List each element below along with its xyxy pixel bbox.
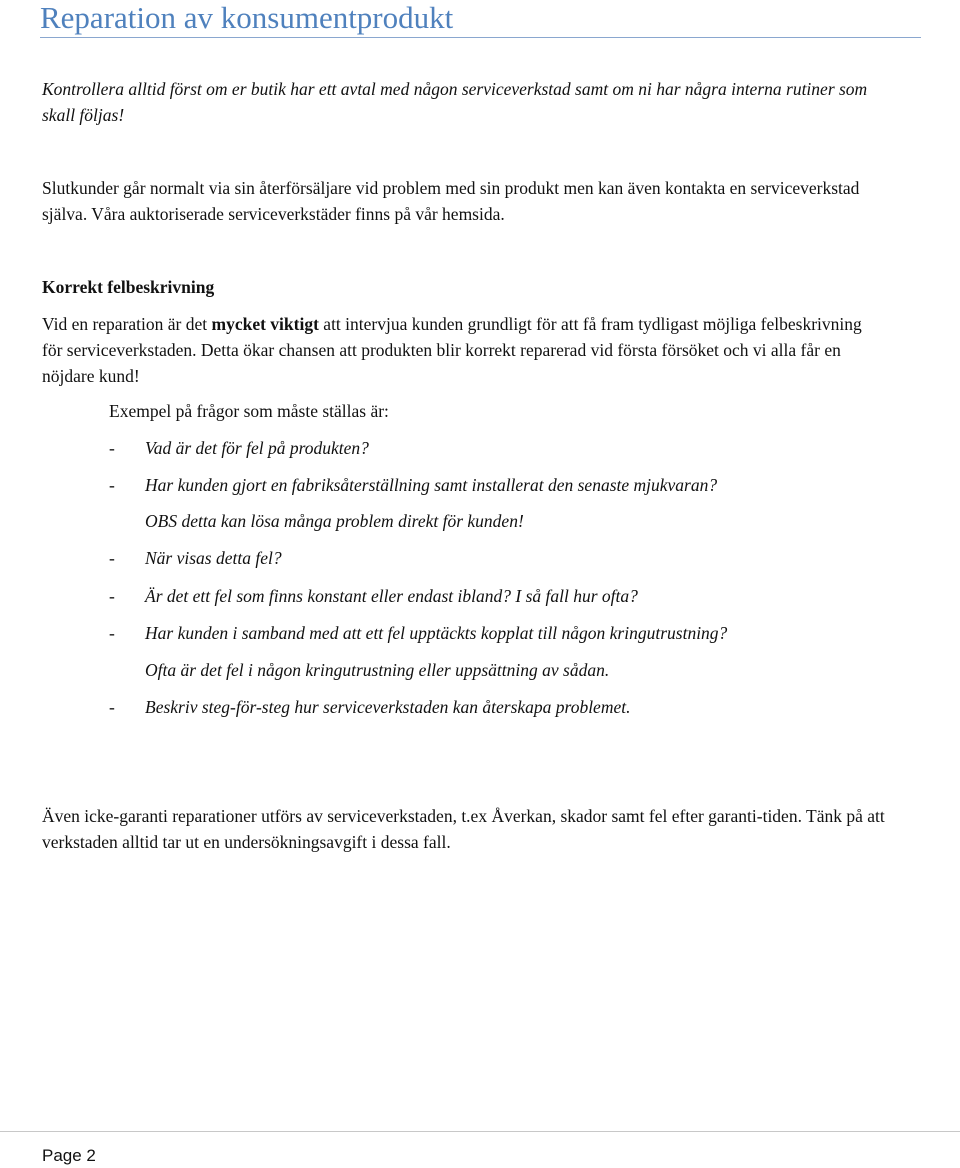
list-item — [109, 546, 282, 570]
interview-text-end: att intervjua kunden grundligt för att få fram tydligast möjliga felbeskrivning för serviceverkstaden. Detta ökar chansen att produkten blir korrekt reparerad vid första försöket och vi alla får en nöjdare kund! — [42, 314, 862, 386]
retailer-paragraph: Slutkunder går normalt via sin återförsäljare vid problem med sin produkt men kan även kontakta en serviceverkstad själva. Våra auktoriserade serviceverkstäder finns på vår hemsida. — [42, 178, 860, 224]
question-note: OBS detta kan lösa många problem direkt för kunden! — [145, 511, 524, 531]
list-dash: - — [109, 586, 115, 606]
intro-paragraph: Kontrollera alltid först om er butik har ett avtal med någon serviceverkstad samt om ni har några interna rutiner som skall följas! — [42, 79, 868, 125]
emphasis-text: mycket viktigt — [211, 314, 319, 334]
list-item — [109, 584, 638, 608]
list-item — [109, 436, 369, 460]
interview-paragraph — [42, 311, 872, 389]
list-item — [109, 621, 727, 645]
question-note: Ofta är det fel i någon kringutrustning eller uppsättning av sådan. — [145, 660, 610, 680]
question-text: När visas detta fel? — [145, 548, 282, 568]
list-item — [109, 695, 630, 719]
list-dash: - — [109, 548, 115, 568]
question-text: Har kunden i samband med att ett fel upptäckts kopplat till någon kringutrustning? — [145, 623, 728, 643]
examples-intro: Exempel på frågor som måste ställas är: — [109, 401, 389, 421]
list-item — [109, 473, 717, 497]
question-text: Beskriv steg-för-steg hur serviceverkstaden kan återskapa problemet. — [145, 697, 631, 717]
list-dash: - — [109, 697, 115, 717]
list-dash: - — [109, 438, 115, 458]
page-number: Page 2 — [42, 1146, 96, 1165]
list-dash: - — [109, 623, 115, 643]
interview-text-start: Vid en reparation är det — [42, 314, 212, 334]
closing-paragraph: Även icke-garanti reparationer utförs av serviceverkstaden, t.ex Åverkan, skador samt fel efter garanti-tiden. Tänk på att verkstaden alltid tar ut en undersökningsavgift i dessa fall. — [42, 806, 885, 852]
question-text: Är det ett fel som finns konstant eller endast ibland? I så fall hur ofta? — [145, 586, 638, 606]
page-title: Reparation av konsumentprodukt — [40, 0, 454, 35]
footer-divider — [0, 1131, 960, 1132]
section-heading: Korrekt felbeskrivning — [42, 277, 215, 297]
question-text: Har kunden gjort en fabriksåterställning samt installerat den senaste mjukvaran? — [145, 475, 718, 495]
question-text: Vad är det för fel på produkten? — [145, 438, 369, 458]
list-dash: - — [109, 475, 115, 495]
title-divider — [40, 37, 921, 38]
